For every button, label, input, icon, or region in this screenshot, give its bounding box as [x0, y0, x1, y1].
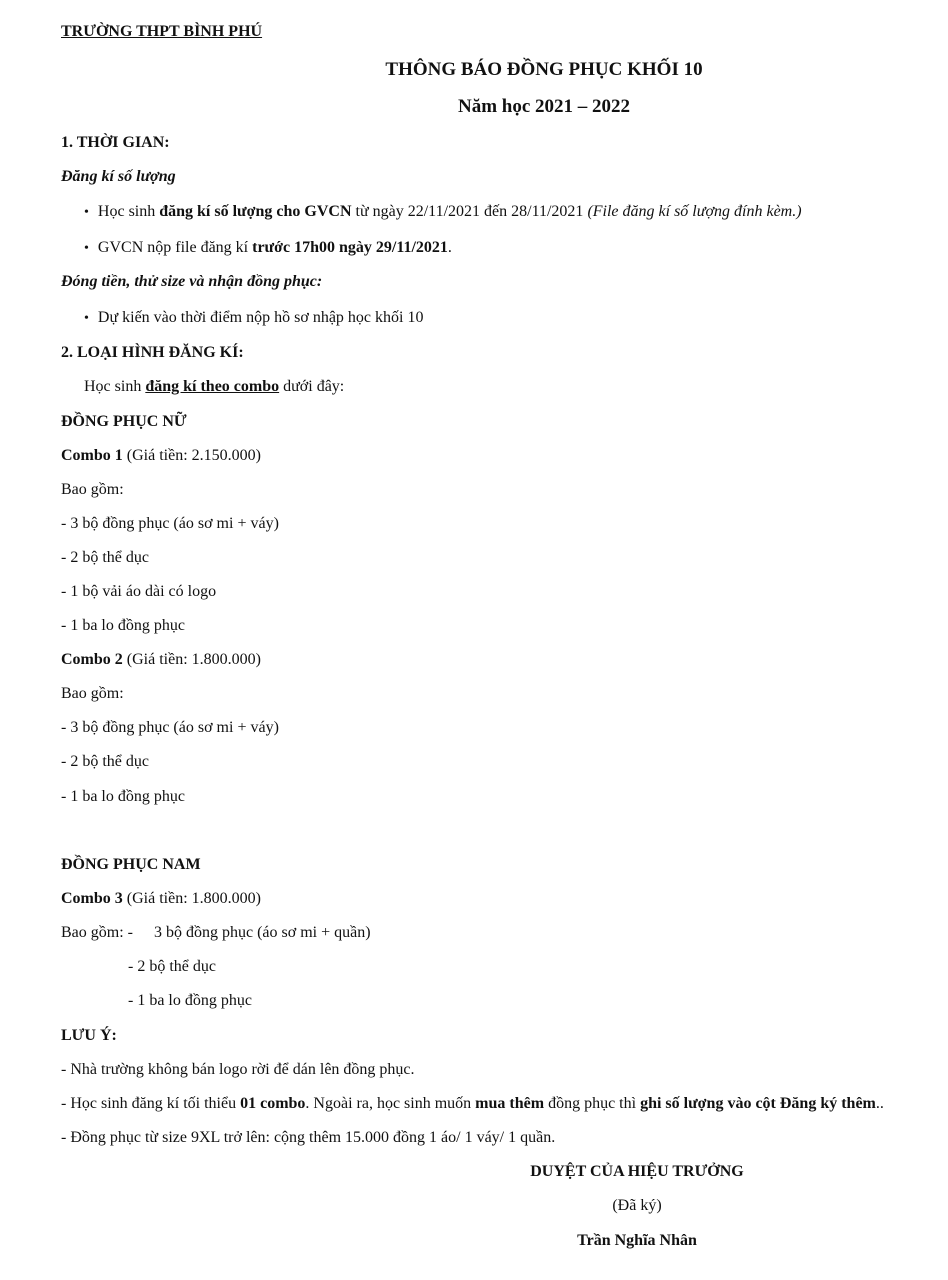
combo1-item: - 2 bộ thể dục [61, 549, 149, 566]
note-item: - Đồng phục từ size 9XL trở lên: cộng thêm 15.000 đồng 1 áo/ 1 váy/ 1 quần. [61, 1129, 556, 1146]
male-uniform-heading: ĐỒNG PHỤC NAM [61, 856, 201, 873]
bullet-expected-time: • Dự kiến vào thời điểm nộp hồ sơ nhập học khối 10 [84, 308, 423, 329]
combo2-item: - 2 bộ thể dục [61, 753, 149, 770]
combo1-includes: Bao gồm: [61, 481, 124, 498]
combo3-item: - 2 bộ thể dục [128, 958, 216, 975]
section1-heading: 1. THỜI GIAN: [61, 134, 170, 151]
combo2-item: - 3 bộ đồng phục (áo sơ mi + váy) [61, 719, 279, 736]
combo3-item: 3 bộ đồng phục (áo sơ mi + quần) [154, 924, 371, 941]
notes-heading: LƯU Ý: [61, 1027, 117, 1044]
bullet-gvcn-deadline: • GVCN nộp file đăng kí trước 17h00 ngày 29/11/2021. [84, 238, 452, 259]
registration-heading: Đăng kí số lượng [61, 168, 176, 185]
bullet-registration-period: • Học sinh đăng kí số lượng cho GVCN từ ngày 22/11/2021 đến 28/11/2021 (File đăng kí số lượng đính kèm.) [84, 202, 802, 223]
combo1-item: - 1 bộ vải áo dài có logo [61, 583, 217, 600]
combo1-item: - 3 bộ đồng phục (áo sơ mi + váy) [61, 515, 279, 532]
principal-name: Trần Nghĩa Nhân [577, 1232, 697, 1249]
combo3-title: Combo 3 (Giá tiền: 1.800.000) [61, 890, 261, 907]
combo1-title: Combo 1 (Giá tiền: 2.150.000) [61, 447, 261, 464]
combo3-includes: Bao gồm: - [61, 924, 133, 941]
combo2-item: - 1 ba lo đồng phục [61, 788, 185, 805]
section2-heading: 2. LOẠI HÌNH ĐĂNG KÍ: [61, 344, 244, 361]
combo2-title: Combo 2 (Giá tiền: 1.800.000) [61, 651, 261, 668]
combo1-item: - 1 ba lo đồng phục [61, 617, 185, 634]
note-item: - Học sinh đăng kí tối thiểu 01 combo. Ngoài ra, học sinh muốn mua thêm đồng phục thì ghi số lượng vào cột Đăng ký thêm.. [61, 1095, 884, 1112]
section2-intro: Học sinh đăng kí theo combo dưới đây: [84, 378, 345, 395]
signature-title: DUYỆT CỦA HIỆU TRƯỞNG [530, 1163, 744, 1180]
signature-status: (Đã ký) [612, 1197, 662, 1214]
payment-heading: Đóng tiền, thử size và nhận đồng phục: [61, 273, 323, 290]
school-year: Năm học 2021 – 2022 [457, 96, 631, 117]
document-title: THÔNG BÁO ĐỒNG PHỤC KHỐI 10 [385, 59, 703, 80]
combo3-item: - 1 ba lo đồng phục [128, 992, 252, 1009]
female-uniform-heading: ĐỒNG PHỤC NỮ [61, 413, 187, 430]
school-name: TRƯỜNG THPT BÌNH PHÚ [61, 23, 263, 40]
combo2-includes: Bao gồm: [61, 685, 124, 702]
note-item: - Nhà trường không bán logo rời để dán lên đồng phục. [61, 1061, 415, 1078]
